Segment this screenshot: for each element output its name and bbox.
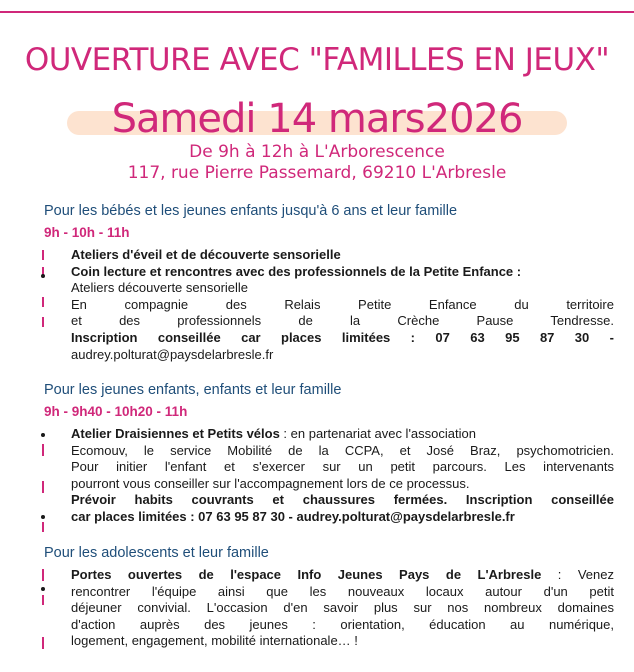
list-item: et des professionnels de la Crèche Pause Tendresse. (71, 313, 614, 329)
section-items (44, 567, 614, 650)
bullet-marker (42, 297, 44, 307)
list-item: pourront vous conseiller sur l'accompagnement lors de ce processus. (71, 475, 470, 491)
section-children (44, 382, 614, 526)
list-item: Inscription conseillée car places limitées : 07 63 95 87 30 - (71, 329, 614, 345)
top-rule (0, 11, 634, 13)
bullet-marker (42, 569, 44, 581)
list-item: Coin lecture et rencontres avec des professionnels de la Petite Enfance : (71, 263, 522, 279)
bullet-dot (41, 587, 45, 591)
list-item: rencontrer l'équipe ainsi que les nouveaux locaux autour d'un petit (71, 583, 614, 599)
bullet-marker (42, 317, 44, 327)
bullet-marker (42, 595, 44, 605)
item-text: : Venez (541, 567, 614, 582)
bullet-marker (42, 481, 44, 493)
list-item: Ateliers d'éveil et de découverte sensorielle (71, 247, 341, 262)
list-item: d'action auprès des jeunes : orientation, éducation au numérique, (71, 616, 614, 632)
list-item: déjeuner convivial. L'occasion d'en savoir plus sur nos nombreux domaines (71, 600, 614, 616)
section-times: 9h - 9h40 - 10h20 - 11h (44, 404, 188, 419)
event-date: Samedi 14 mars2026 (111, 96, 523, 142)
list-item: audrey.polturat@paysdelarbresle.fr (71, 346, 274, 362)
item-lead: Portes ouvertes de l'espace Info Jeunes Pays de L'Arbresle (71, 567, 542, 582)
list-item (71, 567, 614, 584)
bullet-marker (42, 522, 44, 532)
list-item: Prévoir habits couvrants et chaussures fermées. Inscription conseillée (71, 492, 614, 508)
list-item (71, 426, 614, 443)
list-item: En compagnie des Relais Petite Enfance du territoire (71, 296, 614, 312)
list-item: Ecomouv, le service Mobilité de la CCPA, et José Braz, psychomotricien. (71, 442, 614, 458)
bullet-marker (42, 250, 44, 260)
list-item: Pour initier l'enfant et s'exercer sur un petit parcours. Les intervenants (71, 459, 614, 475)
bullet-dot (41, 515, 45, 519)
item-lead: Atelier Draisiennes et Petits vélos (71, 426, 280, 441)
section-times: 9h - 10h - 11h (44, 225, 130, 240)
list-item: car places limitées : 07 63 95 87 30 - audrey.polturat@paysdelarbresle.fr (71, 508, 515, 524)
section-title: Pour les bébés et les jeunes enfants jusqu'à 6 ans et leur famille (44, 203, 458, 219)
bullet-dot (41, 433, 45, 437)
list-item: Ateliers découverte sensorielle (71, 280, 249, 296)
list-item: logement, engagement, mobilité internationale… ! (71, 633, 358, 649)
bullet-marker (42, 444, 44, 456)
bullet-marker (42, 637, 44, 649)
bullet-dot (41, 274, 45, 278)
section-items (44, 247, 614, 363)
item-text: : en partenariat avec l'association (279, 426, 476, 441)
page-title: OUVERTURE AVEC "FAMILLES EN JEUX" (24, 42, 610, 78)
section-teens (44, 545, 614, 650)
event-date-block (0, 96, 634, 142)
section-items (44, 426, 614, 526)
event-hours: De 9h à 12h à L'Arborescence (189, 142, 445, 162)
section-title: Pour les jeunes enfants, enfants et leur famille (44, 382, 342, 398)
section-babies (44, 203, 614, 363)
section-title: Pour les adolescents et leur famille (44, 545, 269, 561)
event-address: 117, rue Pierre Passemard, 69210 L'Arbresle (127, 163, 507, 183)
